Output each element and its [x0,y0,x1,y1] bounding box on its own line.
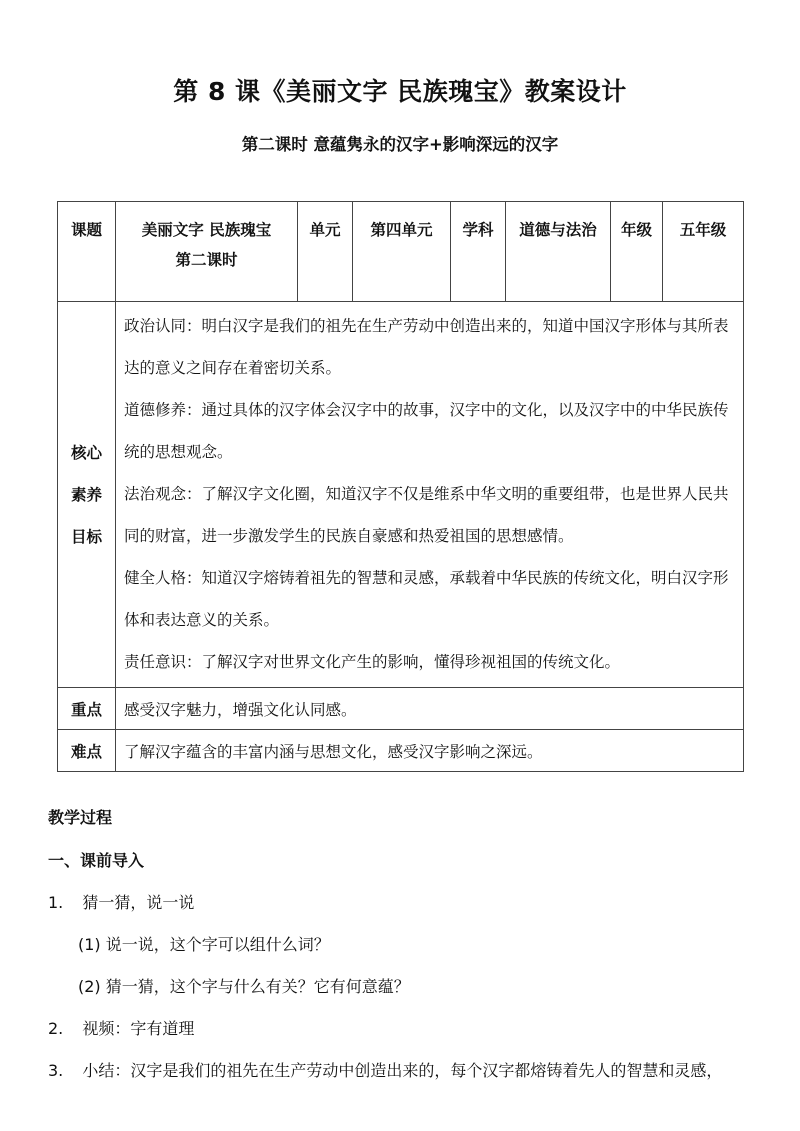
table-header-row [58,202,744,302]
page-title: 第 8 课《美丽文字 民族瑰宝》教案设计 [173,77,627,106]
sub-list-item: (2) 猜一猜，这个字与什么有关？它有何意蕴？ [78,977,410,996]
core-goal-item: 健全人格：知道汉字熔铸着祖先的智慧和灵感，承载着中华民族的传统文化，明白汉字形体和表达意义的关系。 [124,569,729,629]
list-item: 3. 小结：汉字是我们的祖先在生产劳动中创造出来的，每个汉字都熔铸着先人的智慧和灵感， [48,1061,723,1080]
difficulty-row [58,730,744,772]
list-item: 1. 猜一猜，说一说 [48,893,195,912]
unit-value-cell: 第四单元 [353,202,451,302]
sub-list-item: (1) 说一说，这个字可以组什么词？ [78,935,330,954]
key-point-row [58,688,744,730]
core-goal-item: 道德修养：通过具体的汉字体会汉字中的故事，汉字中的文化，以及汉字中的中华民族传统的思想观念。 [124,401,729,461]
topic-label-cell: 课题 [58,202,116,302]
difficulty-label-cell: 难点 [58,730,116,772]
subject-value-cell: 道德与法治 [506,202,611,302]
process-heading: 教学过程 [48,808,113,827]
core-goals-content-cell [116,302,744,688]
core-goals-row [58,302,744,688]
grade-label-cell: 年级 [611,202,663,302]
unit-label-cell: 单元 [298,202,353,302]
topic-line-1: 美丽文字 民族瑰宝 [141,221,272,239]
topic-line-2: 第二课时 [175,251,238,269]
section-heading-intro: 一、课前导入 [48,851,145,870]
core-goal-item: 责任意识：了解汉字对世界文化产生的影响，懂得珍视祖国的传统文化。 [124,653,621,671]
core-goals-label-cell: 核心 素养 目标 [58,302,116,688]
subject-label-cell: 学科 [451,202,506,302]
key-point-content-cell: 感受汉字魅力，增强文化认同感。 [116,688,744,730]
difficulty-content-cell: 了解汉字蕴含的丰富内涵与思想文化，感受汉字影响之深远。 [116,730,744,772]
topic-value-cell [116,202,298,302]
list-item: 2. 视频：字有道理 [48,1019,195,1038]
page-subtitle: 第二课时 意蕴隽永的汉字+影响深远的汉字 [241,135,559,154]
grade-value-cell: 五年级 [663,202,744,302]
core-goal-item: 法治观念：了解汉字文化圈，知道汉字不仅是维系中华文明的重要组带，也是世界人民共同的财富，进一步激发学生的民族自豪感和热爱祖国的思想感情。 [124,485,729,545]
lesson-info-table [57,201,744,772]
core-goal-item: 政治认同：明白汉字是我们的祖先在生产劳动中创造出来的，知道中国汉字形体与其所表达的意义之间存在着密切关系。 [124,317,729,377]
key-point-label-cell: 重点 [58,688,116,730]
